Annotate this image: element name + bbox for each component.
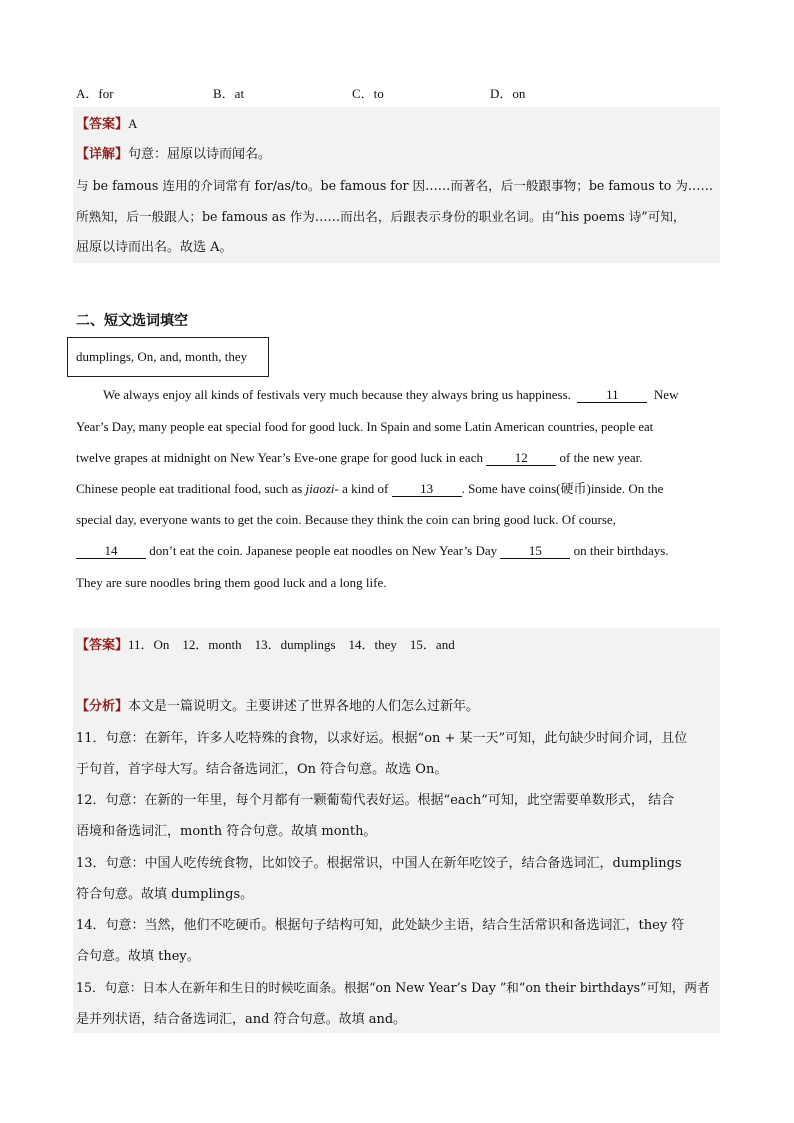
explain-13-line1: 13．句意：中国人吃传统食物，比如饺子。根据常识，中国人在新年吃饺子，结合备选词汇，dumplings	[76, 856, 682, 871]
explain-15-line1: 15．句意：日本人在新年和生日的时候吃面条。根据“on New Year’s Day ”和“on their birthdays”可知，两者	[76, 980, 710, 995]
option-c: C．to	[352, 86, 384, 101]
blank-14: 14	[76, 544, 146, 559]
detail-text: 句意：屈原以诗而闻名。	[128, 147, 272, 162]
explain-14-line1: 14．句意：当然，他们不吃硬币。根据句子结构可知，此处缺少主语，结合生活常识和备选词汇，they 符	[76, 918, 685, 933]
answer-value: A	[128, 116, 138, 131]
passage-text: New	[653, 387, 679, 402]
q1-detail	[76, 147, 271, 163]
explain-12-line2: 语境和备选词汇，month 符合句意。故填 month。	[76, 824, 377, 839]
passage-text: on their birthdays.	[573, 543, 669, 558]
explain-12-line1: 12．句意：在新的一年里，每个月都有一颗葡萄代表好运。根据“each”可知，此空需要单数形式， 结合	[76, 793, 675, 808]
passage-italic: jiaozi	[305, 481, 335, 496]
passage-line-5: special day, everyone wants to get the coin. Because they think the coin can bring good luck. Of course,	[76, 512, 616, 527]
passage-text: - a kind of	[334, 481, 389, 496]
explain-15-line2: 是并列状语，结合备选词汇，and 符合句意。故填 and。	[76, 1012, 407, 1027]
blank-12: 12	[486, 451, 556, 466]
explain-14-line2: 合句意。故填 they。	[76, 949, 200, 964]
passage-text: don’t eat the coin. Japanese people eat noodles on New Year’s Day	[149, 543, 498, 558]
passage-line-4	[76, 481, 663, 497]
analysis-tag: 【分析】	[76, 699, 129, 714]
blank-15: 15	[500, 544, 570, 559]
explain-13-line2: 符合句意。故填 dumplings。	[76, 887, 254, 902]
answer-tag: 【答案】	[76, 117, 129, 132]
answer-tag: 【答案】	[76, 638, 129, 653]
option-a: A．for	[76, 86, 114, 101]
q1-detail-line4: 屈原以诗而出名。故选 A。	[76, 240, 233, 255]
detail-tag: 【详解】	[76, 147, 129, 162]
passage-line-3	[76, 450, 643, 466]
passage-line-7: They are sure noodles bring them good luck and a long life.	[76, 575, 387, 590]
explain-11-line2: 于句首，首字母大写。结合备选词汇，On 符合句意。故选 On。	[76, 762, 448, 777]
q2-answer	[76, 637, 455, 654]
passage-text: We always enjoy all kinds of festivals very much because they always bring us happiness.	[103, 387, 571, 402]
passage-text: . Some have coins(硬币)inside. On the	[461, 481, 664, 496]
option-b: B．at	[213, 86, 245, 101]
blank-13: 13	[392, 482, 462, 497]
q1-detail-line3: 所熟知，后一般跟人；be famous as 作为……而出名，后跟表示身份的职业名词。由“his poems 诗”可知，	[76, 209, 686, 224]
q1-detail-line2: 与 be famous 连用的介词常有 for/as/to。be famous for 因……而著名，后一般跟事物；be famous to 为……	[76, 178, 714, 193]
passage-text: of the new year.	[559, 450, 643, 465]
answer-list: 11．On 12．month 13．dumplings 14．they 15．and	[128, 637, 455, 652]
option-d: D．on	[490, 86, 526, 101]
passage-line-6	[76, 543, 669, 559]
passage-text: twelve grapes at midnight on New Year’s Eve-one grape for good luck in each	[76, 450, 483, 465]
blank-11: 11	[577, 388, 647, 403]
explain-11-line1: 11．句意：在新年，许多人吃特殊的食物，以求好运。根据“on + 某一天”可知，此句缺少时间介词，且位	[76, 731, 688, 746]
q1-answer	[76, 116, 137, 133]
q2-analysis	[76, 699, 479, 715]
passage-line-2: Year’s Day, many people eat special food for good luck. In Spain and some Latin American countries, people eat	[76, 420, 654, 434]
analysis-text: 本文是一篇说明文。主要讲述了世界各地的人们怎么过新年。	[128, 699, 480, 714]
passage-line-1	[103, 387, 678, 403]
word-bank-box: dumplings, On, and, month, they	[67, 337, 269, 377]
section-heading: 二、短文选词填空	[76, 313, 188, 329]
passage-text: Chinese people eat traditional food, such as	[76, 481, 303, 496]
